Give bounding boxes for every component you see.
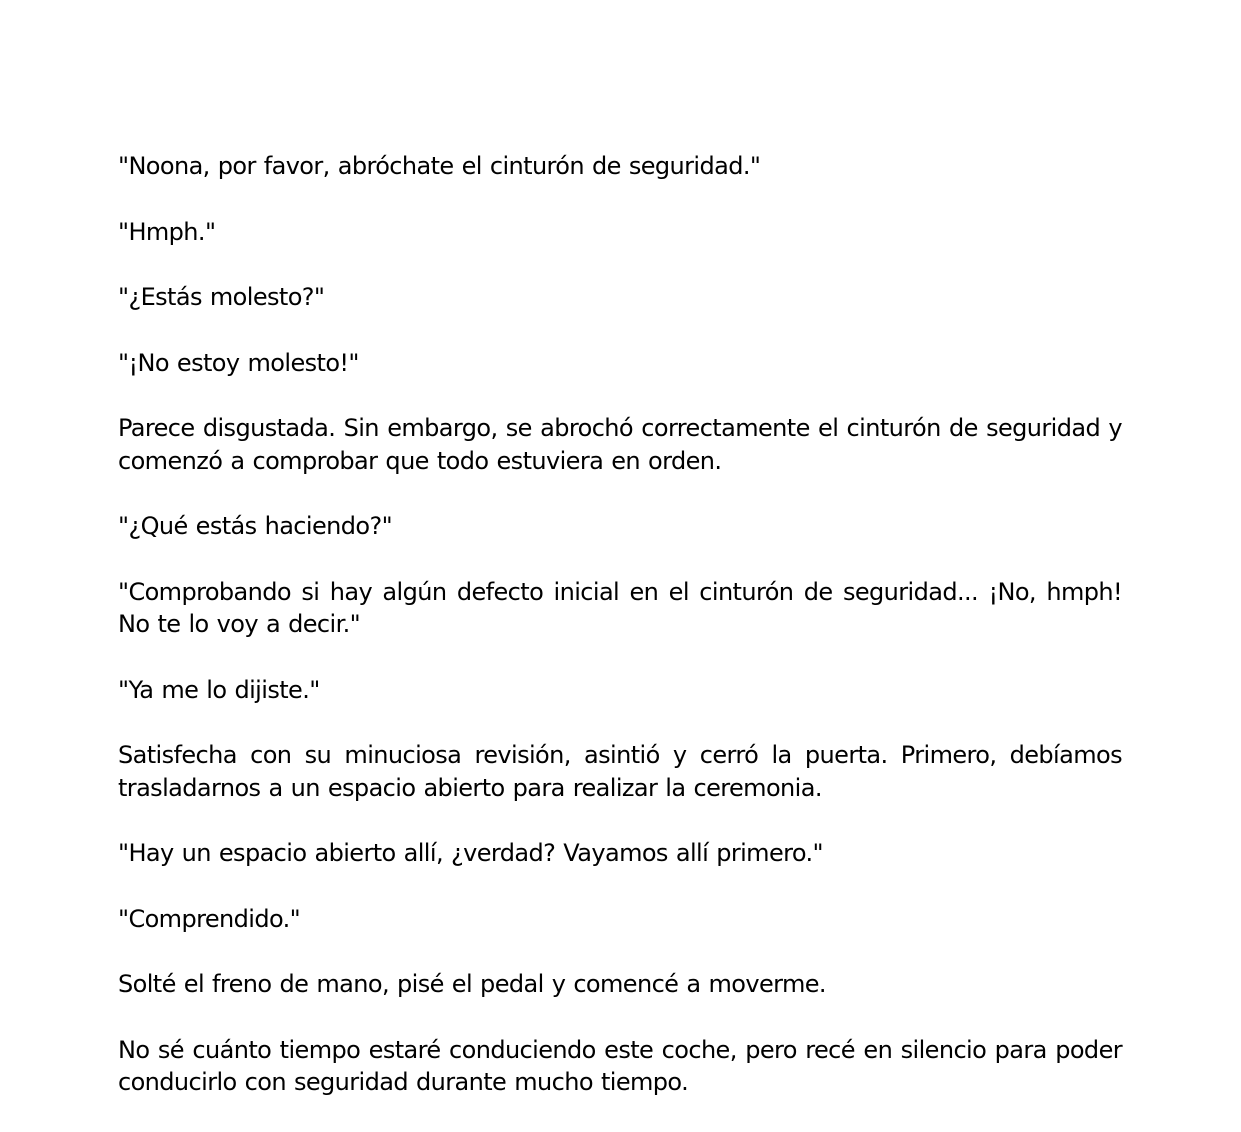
- paragraph: "Comprobando si hay algún defecto inicial en el cinturón de seguridad... ¡No, hmph! No te lo voy a decir.": [118, 577, 1122, 638]
- paragraph: "Hmph.": [118, 217, 216, 246]
- document-body: [118, 150, 1122, 1132]
- paragraph: "Ya me lo dijiste.": [118, 675, 320, 704]
- paragraph: "Hay un espacio abierto allí, ¿verdad? Vayamos allí primero.": [118, 839, 823, 867]
- paragraph: Solté el freno de mano, pisé el pedal y comencé a moverme.: [118, 970, 826, 998]
- paragraph: No sé cuánto tiempo estaré conduciendo este coche, pero recé en silencio para poder conducirlo con seguridad durante mucho tiempo.: [118, 1035, 1122, 1096]
- paragraph: "Noona, por favor, abróchate el cinturón de seguridad.": [118, 152, 761, 180]
- paragraph: "¿Estás molesto?": [118, 283, 325, 311]
- paragraph: Satisfecha con su minuciosa revisión, asintió y cerró la puerta. Primero, debíamos trasladarnos a un espacio abierto para realizar la ceremonia.: [118, 741, 1122, 802]
- paragraph: Parece disgustada. Sin embargo, se abrochó correctamente el cinturón de seguridad y comenzó a comprobar que todo estuviera en orden.: [118, 414, 1122, 475]
- paragraph: "¿Qué estás haciendo?": [118, 512, 393, 540]
- paragraph: "Comprendido.": [118, 904, 301, 933]
- paragraph: "¡No estoy molesto!": [118, 348, 359, 377]
